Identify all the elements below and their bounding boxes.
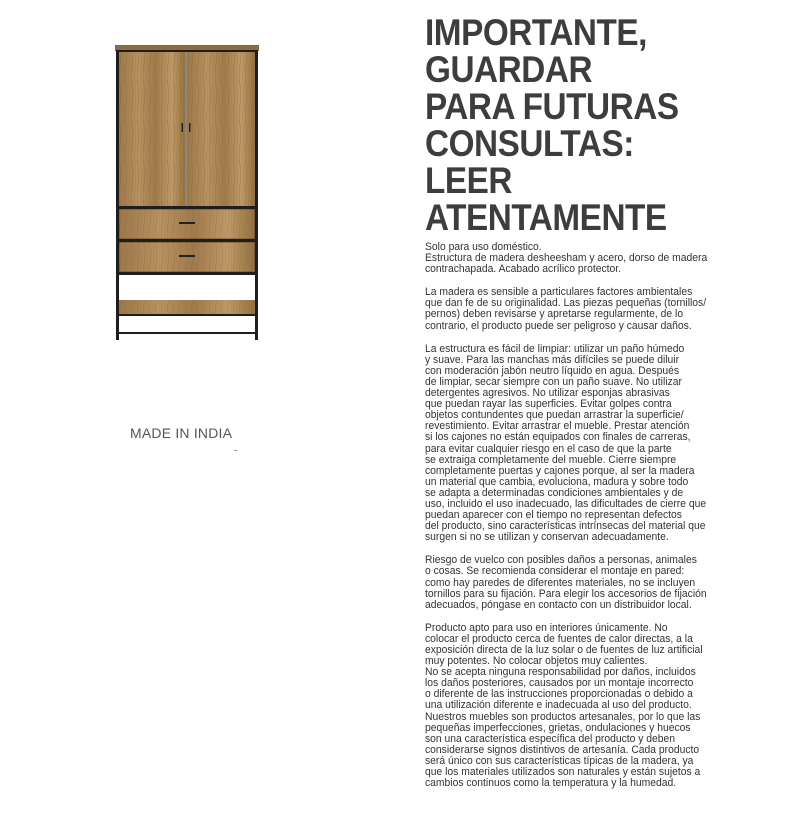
title-line: PARA FUTURAS bbox=[425, 86, 679, 127]
text-line: de limpiar, secar siempre con un paño suave. No utilizar bbox=[425, 375, 682, 388]
text-line: una utilización diferente e inadecuada al uso del producto. bbox=[425, 699, 692, 712]
text-line: puedan aparecer con el tiempo no representan defectos bbox=[425, 509, 682, 522]
text-line: cambios continuos como la temperatura y la humedad. bbox=[425, 777, 677, 790]
text-line: para evitar cualquier riesgo en el caso de que la parte bbox=[425, 442, 672, 455]
text-line: contrario, el producto puede ser peligroso y causar daños. bbox=[425, 319, 692, 332]
text-line: colocar el producto cerca de fuentes de calor directas, a la bbox=[425, 632, 693, 645]
text-line: que los materiales utilizados son naturales y están sujetos a bbox=[425, 766, 701, 779]
paragraph-usage bbox=[425, 242, 782, 275]
text-line: Producto apto para uso en interiores únicamente. No bbox=[425, 621, 668, 634]
text-line: La estructura es fácil de limpiar: utilizar un paño húmedo bbox=[425, 342, 685, 355]
paragraph-indoor bbox=[425, 623, 782, 789]
text-line: los daños posteriores, causados por un montaje incorrecto bbox=[425, 677, 694, 690]
text-line: revestimiento. Evitar arrastrar el mueble. Prestar atención bbox=[425, 420, 690, 433]
text-line: exposición directa de la luz solar o de fuentes de luz artificial bbox=[425, 644, 703, 656]
paragraph-cleaning bbox=[425, 344, 782, 544]
title-line: LEER bbox=[425, 160, 513, 201]
text-line: contrachapada. Acabado acrílico protector. bbox=[425, 263, 622, 276]
paragraph-tipping bbox=[425, 555, 782, 610]
text-line: Solo para uso doméstico. bbox=[425, 241, 542, 253]
text-line: como hay paredes de diferentes materiales, no se incluyen bbox=[425, 576, 696, 589]
text-line: Estructura de madera desheesham y acero, dorso de madera bbox=[425, 252, 708, 265]
text-line: o diferente de las instrucciones proporcionadas o debido a bbox=[425, 688, 693, 701]
cabinet-image bbox=[113, 45, 261, 340]
text-line: se extraiga completamente del mueble. Cierre siempre bbox=[425, 453, 677, 466]
text-line: del producto, sino características intrínsecas del material que bbox=[425, 520, 706, 533]
page-title bbox=[425, 14, 758, 236]
text-line: considerarse signos distintivos de artesanía. Cada producto bbox=[425, 743, 700, 756]
text-line: son una característica específica del producto y deben bbox=[425, 732, 676, 745]
text-line: detergentes agresivos. No utilizar esponjas abrasivas bbox=[425, 387, 670, 400]
text-line: será único con sus características típicas de la madera, ya bbox=[425, 754, 694, 767]
paragraph-wood bbox=[425, 287, 782, 331]
decorative-dot bbox=[234, 450, 237, 451]
text-line: un material que cambia, evoluciona, madura y sobre todo bbox=[425, 475, 689, 488]
made-in-label: MADE IN INDIA bbox=[130, 425, 233, 441]
text-line: No se acepta ninguna responsabilidad por daños, incluidos bbox=[425, 666, 696, 679]
title-line: ATENTAMENTE bbox=[425, 197, 667, 238]
text-line: se adapta a determinadas condiciones ambientales y de bbox=[425, 486, 684, 499]
text-line: pernos) deben revisarse y apretarse regularmente, de lo bbox=[425, 308, 684, 321]
title-line: CONSULTAS: bbox=[425, 123, 634, 164]
instructions-text bbox=[425, 242, 782, 789]
text-line: y suave. Para las manchas más difíciles se puede diluir bbox=[425, 353, 680, 366]
text-line: surgen si no se utilizan y conservan adecuadamente. bbox=[425, 531, 669, 544]
text-line: pequeñas imperfecciones, grietas, ondulaciones y huecos bbox=[425, 721, 691, 734]
text-line: si los cajones no están equipados con finales de carreras, bbox=[425, 431, 691, 444]
text-line: objetos contundentes que puedan arrastrar la superficie/ bbox=[425, 409, 684, 422]
text-line: o cosas. Se recomienda considerar el montaje en pared: bbox=[425, 565, 685, 578]
text-line: que dan fe de su originalidad. Las piezas pequeñas (tornillos/ bbox=[425, 297, 707, 310]
title-line: IMPORTANTE, bbox=[425, 12, 647, 53]
text-line: Riesgo de vuelco con posibles daños a personas, animales bbox=[425, 554, 697, 567]
text-line: Nuestros muebles son productos artesanales, por lo que las bbox=[425, 710, 701, 723]
text-line: La madera es sensible a particulares factores ambientales bbox=[425, 286, 693, 299]
text-line: con moderación jabón neutro líquido en agua. Después bbox=[425, 364, 680, 377]
text-line: muy potentes. No colocar objetos muy calientes. bbox=[425, 655, 648, 668]
text-line: adecuados, póngase en contacto con un distribuidor local. bbox=[425, 598, 692, 611]
text-line: tornillos para su fijación. Para elegir los accesorios de fijación bbox=[425, 587, 707, 600]
title-line: GUARDAR bbox=[425, 49, 593, 90]
text-line: uso, incluido el uso inadecuado, las dificultades de cierre que bbox=[425, 497, 707, 510]
text-line: completamente puertas y cajones porque, al ser la madera bbox=[425, 464, 695, 477]
text-line: que puedan rayar las superficies. Evitar golpes contra bbox=[425, 398, 672, 411]
